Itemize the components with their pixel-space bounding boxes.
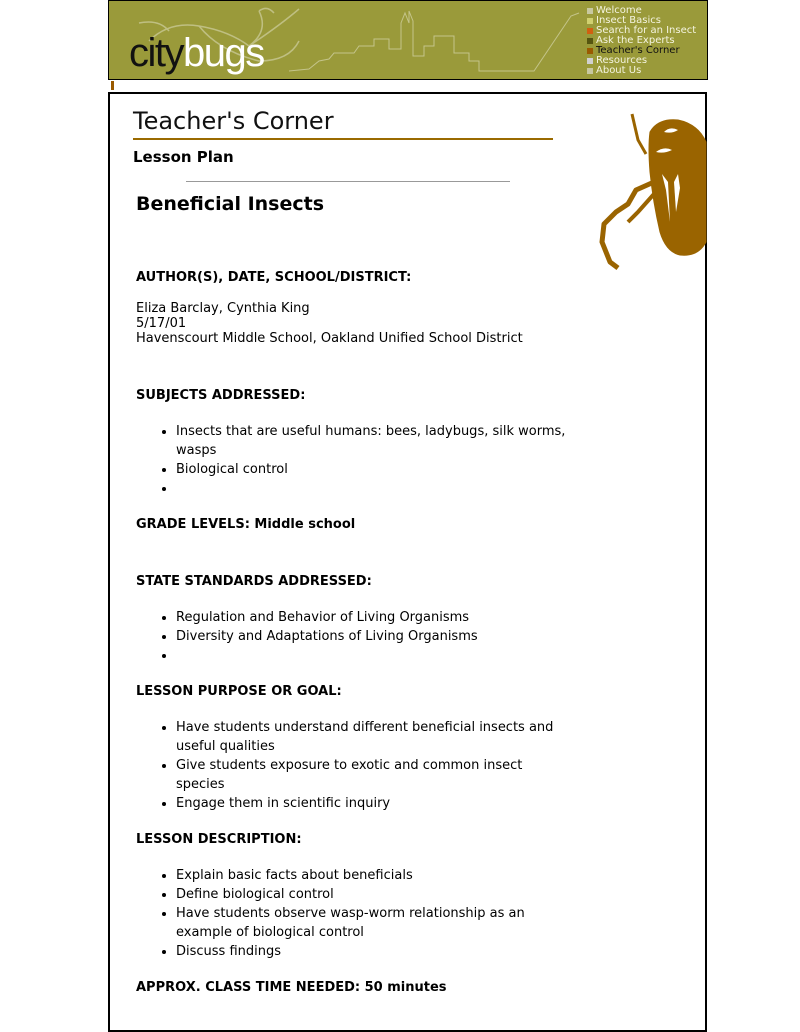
list-item [176, 479, 566, 498]
nav-item-ask-the-experts[interactable]: Ask the Experts [587, 36, 696, 46]
lesson-title: Beneficial Insects [136, 193, 325, 215]
lesson-content [136, 192, 566, 997]
list-item: • Have students observe wasp-worm relationship as an example of biological control [176, 904, 566, 942]
page-title: Teacher's Corner [133, 107, 334, 135]
nav-item-welcome[interactable]: Welcome [587, 6, 696, 16]
section-marker [111, 81, 114, 90]
bullet-square-icon [587, 68, 593, 74]
list-item: • Insects that are useful humans: bees, ladybugs, silk worms, wasps [176, 422, 566, 460]
bullet-square-icon [587, 28, 593, 34]
citybugs-logo[interactable]: citybugs [129, 31, 264, 75]
page-subtitle: Lesson Plan [133, 148, 234, 166]
author-names: Eliza Barclay, Cynthia King [136, 301, 310, 316]
bullet-square-icon [587, 18, 593, 24]
class-time: APPROX. CLASS TIME NEEDED: 50 minutes [136, 980, 447, 995]
standards-list [136, 608, 566, 665]
list-item: • Diversity and Adaptations of Living Organisms [176, 627, 566, 646]
main-nav [587, 6, 696, 76]
site-header [108, 0, 708, 80]
grade-levels: GRADE LEVELS: Middle school [136, 517, 356, 532]
bullet-square-icon [587, 58, 593, 64]
list-item: • Have students understand different beneficial insects and useful qualities [176, 718, 566, 756]
bullet-square-icon [587, 48, 593, 54]
subjects-list [136, 422, 566, 498]
list-item: • Regulation and Behavior of Living Organisms [176, 608, 566, 627]
nav-item-resources[interactable]: Resources [587, 56, 696, 66]
standards-heading: STATE STANDARDS ADDRESSED: [136, 574, 372, 589]
list-item [176, 646, 566, 665]
nav-item-teachers-corner[interactable]: Teacher's Corner [587, 46, 696, 56]
purpose-list [136, 718, 566, 813]
title-underline [133, 138, 553, 140]
list-item: • Discuss findings [176, 942, 566, 961]
author-heading: AUTHOR(S), DATE, SCHOOL/DISTRICT: [136, 270, 412, 285]
description-heading: LESSON DESCRIPTION: [136, 832, 302, 847]
lesson-date: 5/17/01 [136, 316, 187, 331]
purpose-heading: LESSON PURPOSE OR GOAL: [136, 684, 342, 699]
list-item: • Engage them in scientific inquiry [176, 794, 566, 813]
school-district: Havenscourt Middle School, Oakland Unified School District [136, 331, 523, 346]
nav-item-about-us[interactable]: About Us [587, 66, 696, 76]
list-item: • Explain basic facts about beneficials [176, 866, 566, 885]
beetle-icon [598, 112, 708, 272]
subjects-heading: SUBJECTS ADDRESSED: [136, 388, 306, 403]
bullet-square-icon [587, 8, 593, 14]
bullet-square-icon [587, 38, 593, 44]
divider [186, 181, 510, 182]
nav-item-insect-basics[interactable]: Insect Basics [587, 16, 696, 26]
description-list [136, 866, 566, 961]
list-item: • Define biological control [176, 885, 566, 904]
list-item: • Biological control [176, 460, 566, 479]
nav-item-search-for-an-insect[interactable]: Search for an Insect [587, 26, 696, 36]
list-item: • Give students exposure to exotic and common insect species [176, 756, 566, 794]
